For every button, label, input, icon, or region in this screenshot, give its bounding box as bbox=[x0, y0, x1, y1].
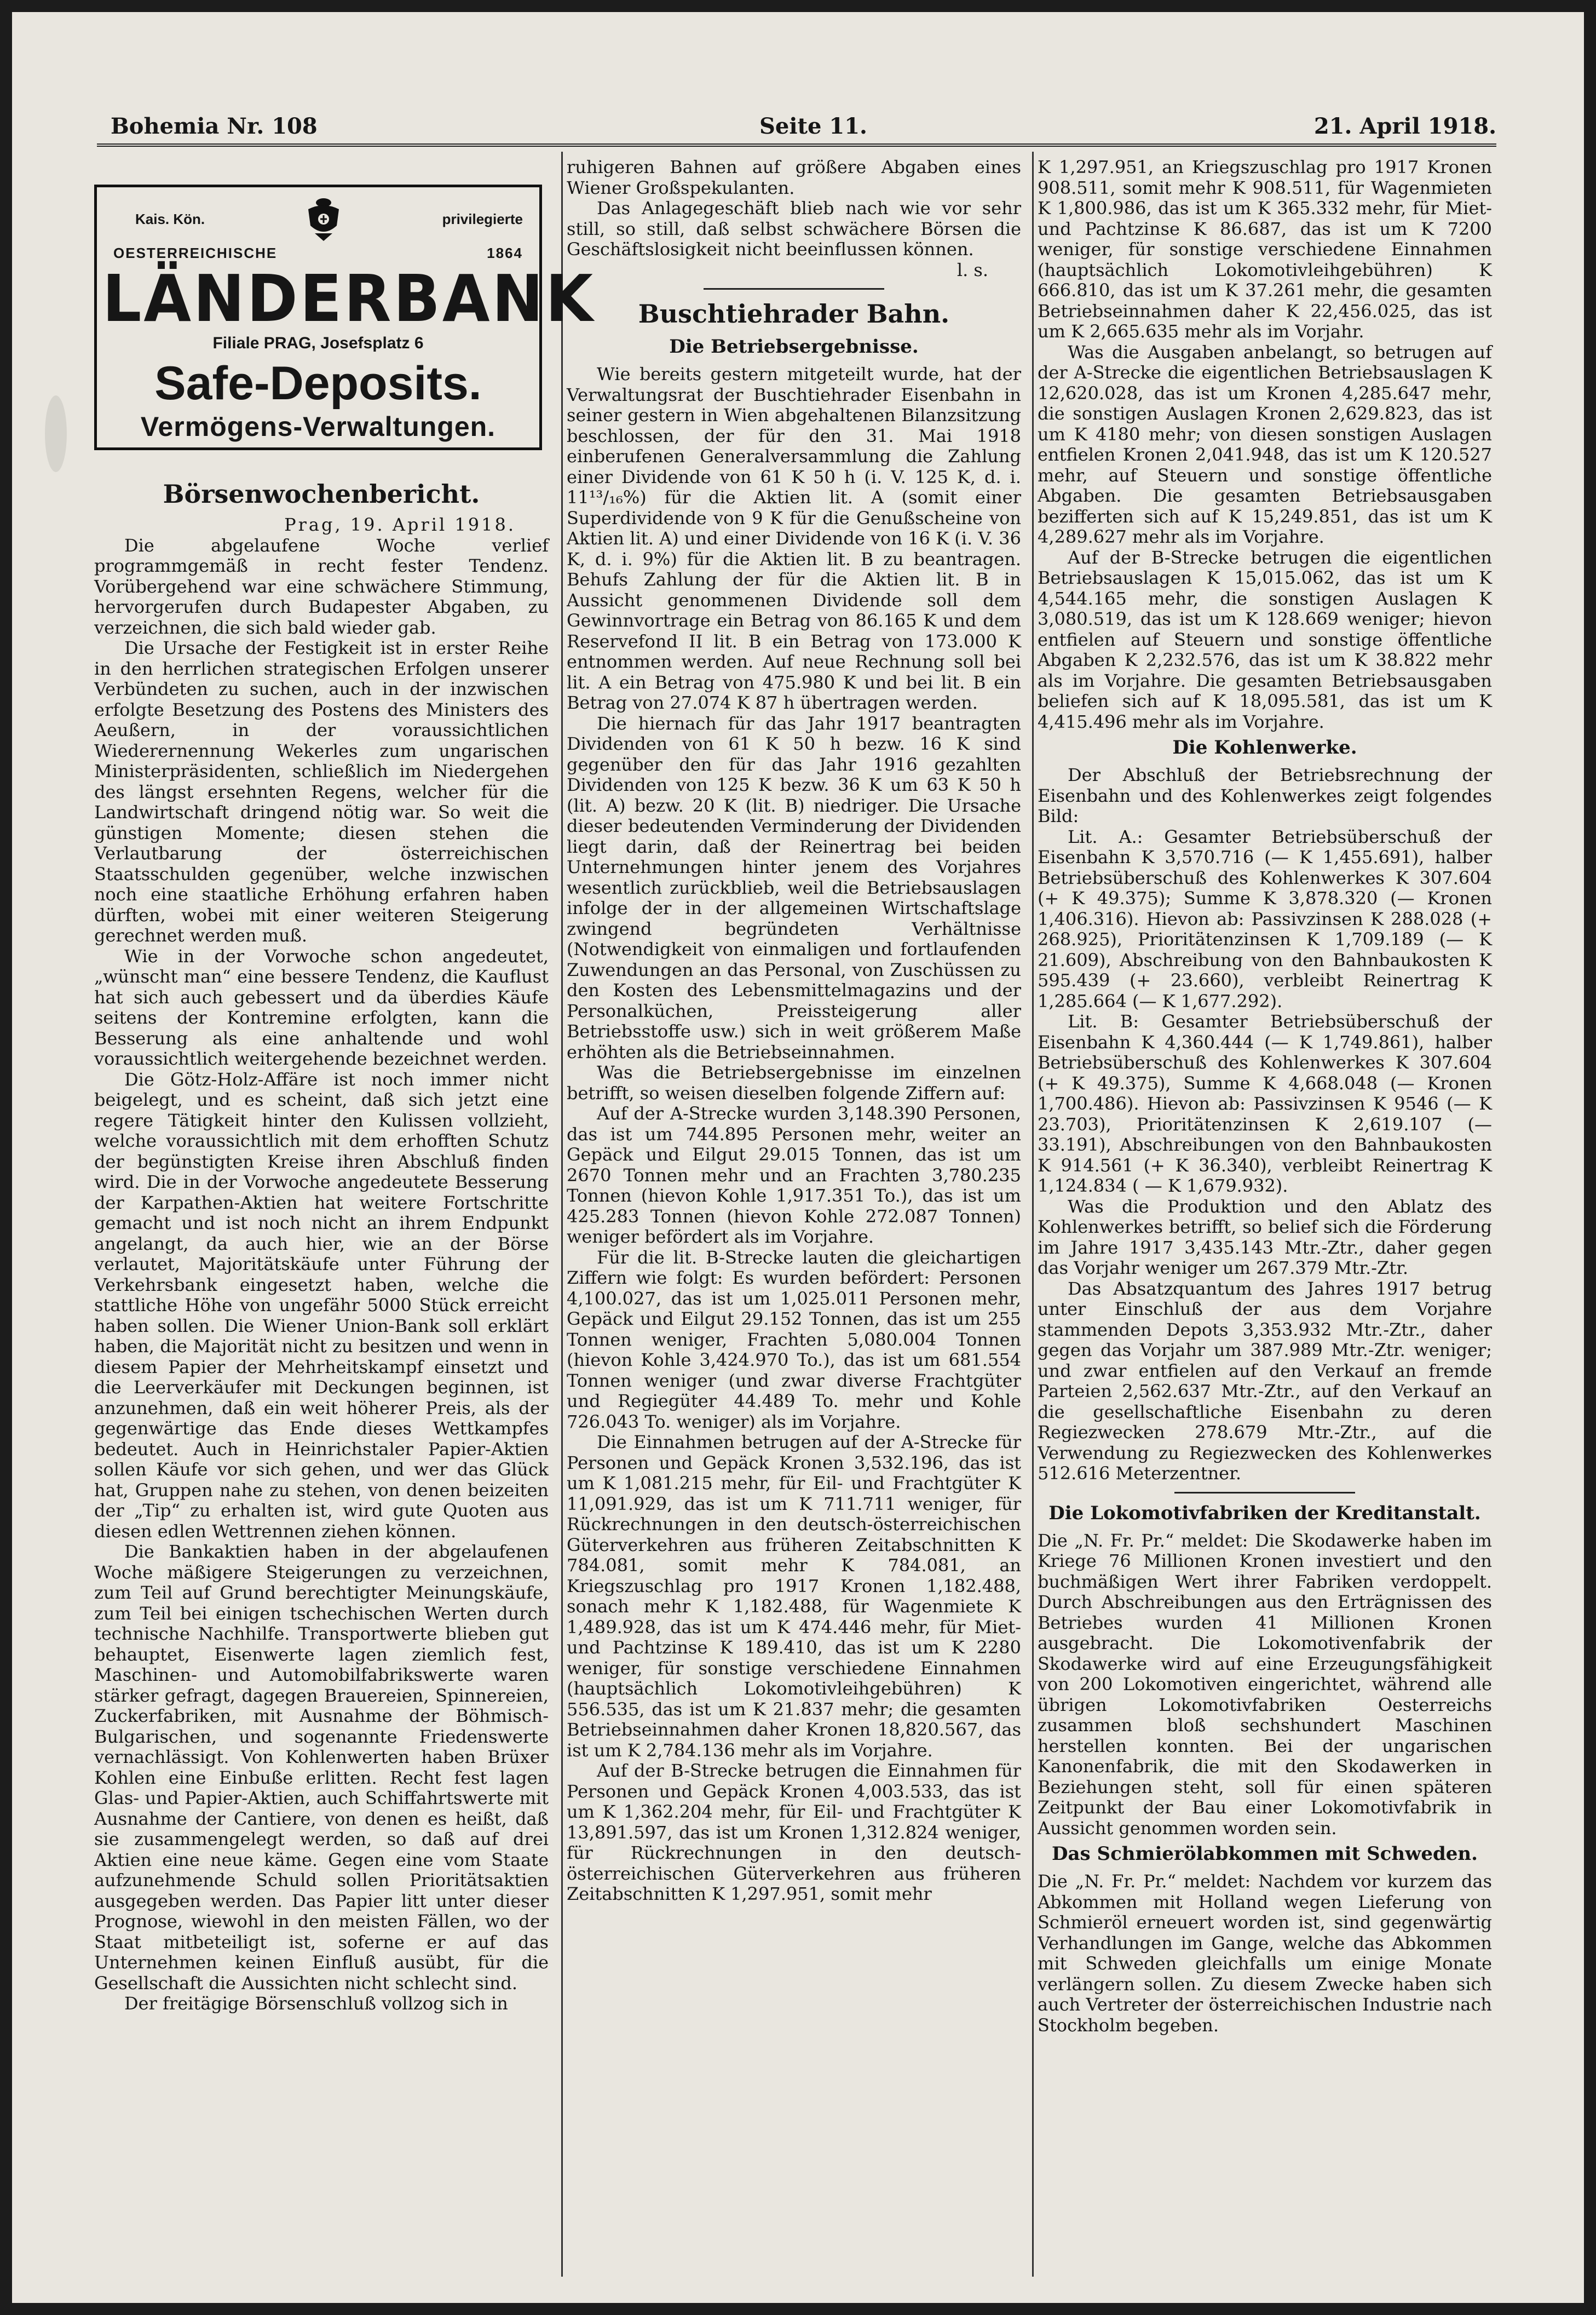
ad-line1-right: privilegierte bbox=[442, 211, 523, 228]
ad-second-line bbox=[113, 243, 523, 264]
paragraph: Wie in der Vorwoche schon angedeutet, „wünscht man“ eine bessere Tendenz, die Kauflust hat sich auch gebessert und da überdies Käufe seitens der Kontremine erfolgten, kann die Besserung als eine anhaltende und wohl voraussichtlich weitergehende bezeichnet werden. bbox=[94, 945, 549, 1069]
paragraph: Die Götz-Holz-Affäre ist noch immer nicht beigelegt, und es scheint, daß sich jetzt eine regere Tätigkeit hinter den Kulissen vollzieht, welche voraussichtlich mit dem erhofften Schutz der begünstigten Kreise ihren Abschluß finden wird. Die in der Vorwoche angedeutete Besserung der Karpathen-Aktien hat weitere Fortschritte gemacht und ist noch nicht an ihrem Endpunkt angelangt, da auch hier, wie an der Börse verlautet, Majoritätskäufe unter Führung der Verkehrsbank eingesetzt haben, welche die stattliche Höhe von ungefähr 5000 Stück erreicht haben sollen. Die Wiener Union-Bank soll erklärt haben, die Majorität nicht zu besitzen und wenn in diesem Papier der Mehrheitskampf einsetzt und die Leerverkäufer mit Deckungen beginnen, ist anzunehmen, daß ein weit höherer Preis, als der gegenwärtige das Ende dieses Wettkampfes bedeutet. Auch in Heinrichstaler Papier-Aktien sollen Käufe vor sich gehen, und wer das Glück hat, Gruppen nahe zu stehen, von denen beizeiten der „Tip“ zu erhalten ist, wird gute Quoten aus diesen edlen Wettrennen ziehen können. bbox=[94, 1069, 549, 1542]
paragraph: Für die lit. B-Strecke lauten die gleichartigen Ziffern wie folgt: Es wurden befördert: Personen 4,100.027, das ist um 1,025.011 Personen mehr, Gepäck und Eilgut 29.152 Tonnen, das ist um 255 Tonnen weniger, Frachten 5,080.004 Tonnen (hievon Kohle 3,424.970 To.), das ist um 681.554 Tonnen weniger (und zwar diverse Frachtgüter und Regiegüter 44.489 To. mehr und Kohle 726.043 To. weniger) als im Vorjahre. bbox=[567, 1246, 1021, 1432]
column-rule-2 bbox=[1032, 152, 1034, 2277]
section-title-kohlenwerke: Die Kohlenwerke. bbox=[1172, 737, 1357, 759]
ad-founding-year: 1864 bbox=[487, 245, 523, 261]
paper-stain bbox=[45, 395, 67, 472]
paragraph: Der freitägige Börsenschluß vollzog sich in bbox=[124, 1993, 508, 2014]
paragraph: Der Abschluß der Betriebsrechnung der Eisenbahn und des Kohlenwerkes zeigt folgendes Bild: bbox=[1038, 765, 1492, 826]
paragraph: Die „N. Fr. Pr.“ meldet: Nachdem vor kurzem das Abkommen mit Holland wegen Lieferung von Schmieröl erneuert worden ist, sind gegenwärtig Verhandlungen im Gange, welche das Abkommen mit Schweden gleichfalls um einige Monate verlängern sollen. Zu diesem Zwecke haben sich auch Vertreter der österreichischen Industrie nach Stockholm begeben. bbox=[1038, 1871, 1492, 2036]
column-1 bbox=[94, 157, 596, 2014]
section-divider bbox=[1174, 1492, 1355, 1493]
article-title-buschtiehrader-bahn: Buschtiehrader Bahn. bbox=[638, 299, 950, 329]
header-rule bbox=[97, 143, 1496, 147]
paragraph: K 1,297.951, an Kriegszuschlag pro 1917 Kronen 908.511, somit mehr K 908.511, für Wagenmieten K 1,800.986, das ist um K 365.332 mehr, für Miet- und Pachtzinse K 86.687, das ist um K 7200 weniger, für sonstige verschiedene Einnahmen (hauptsächlich Lokomotivleihgebühren) K 666.810, das ist um K 37.261 mehr, die gesamten Betriebseinnahmen daher K 22,456.025, das ist um K 2,665.635 mehr als im Vorjahr. bbox=[1038, 157, 1492, 342]
paragraph: ruhigeren Bahnen auf größere Abgaben eines Wiener Großspekulanten. bbox=[567, 157, 1021, 198]
paragraph: Das Anlagegeschäft blieb nach wie vor sehr still, so still, daß selbst schwächere Börsen die Geschäftslosigkeit nicht beeinflussen können. bbox=[567, 198, 1021, 260]
section-title-lokomotivfabriken: Die Lokomotivfabriken der Kreditanstalt. bbox=[1048, 1502, 1481, 1524]
paragraph: Auf der B-Strecke betrugen die eigentlichen Betriebsauslagen K 15,015.062, das ist um K 4,544.165 mehr, die sonstigen Auslagen K 3,080.519, das ist um K 128.669 weniger; hievon entfielen auf Steuern und sonstige öffentliche Abgaben K 2,232.576, das ist um K 38.822 mehr als im Vorjahre. Die gesamten Betriebsausgaben beliefen sich auf K 18,095.581, das ist um K 4,415.496 mehr als im Vorjahre. bbox=[1038, 547, 1492, 732]
ad-bank-name: LÄNDERBANK bbox=[102, 261, 596, 336]
paragraph: Wie bereits gestern mitgeteilt wurde, hat der Verwaltungsrat der Buschtiehrader Eisenbahn in seiner gestern in Wien abgehaltenen Bilanzsitzung beschlossen, der für den 31. Mai 1918 einberufenen Generalversammlung die Zahlung einer Dividende von 61 K 50 h (i. V. 125 K, d. i. 11¹³/₁₆%) für die Aktien lit. A (somit einer Superdividende von 9 K für die Genußscheine von Aktien lit. A) und einer Dividende von 16 K (i. V. 36 K, d. i. 9%) für die Aktien lit. B zu beantragen. Behufs Zahlung der für die Aktien lit. B in Aussicht genommenen Dividende soll dem Gewinnvortrage ein Betrag von 86.165 K und dem Reservefond II lit. B ein Betrag von 173.000 K entnommen werden. Auf neue Rechnung soll bei lit. A ein Betrag von 475.980 K und bei lit. B ein Betrag von 27.074 K 87 h übertragen werden. bbox=[567, 364, 1021, 713]
section-title-schmieroelabkommen: Das Schmierölabkommen mit Schweden. bbox=[1052, 1843, 1478, 1865]
header-page-number: Seite 11. bbox=[759, 113, 867, 139]
landerbank-advertisement bbox=[94, 185, 596, 450]
paragraph: Die „N. Fr. Pr.“ meldet: Die Skodawerke haben im Kriege 76 Millionen Kronen investiert und den buchmäßigen Wert ihrer Fabriken verdoppelt. Durch Abschreibungen aus den Erträgnissen des Betriebes wurden 41 Millionen Kronen ausgebracht. Die Lokomotivenfabrik der Skodawerke wird auf eine Erzeugungsfähigkeit von 200 Lokomotiven eingerichtet, während alle übrigen Lokomotivfabriken Oesterreichs zusammen bloß sechshundert Maschinen herstellen konnten. Bei der ungarischen Kanonenfabrik, die mit den Skodawerken in Beziehungen steht, soll für einen späteren Zeitpunkt der Bau einer Lokomotivfabrik in Aussicht genommen worden sein. bbox=[1038, 1530, 1492, 1839]
header-date: 21. April 1918. bbox=[1313, 113, 1496, 139]
double-eagle-crest-icon bbox=[304, 197, 343, 242]
section-divider bbox=[704, 288, 884, 290]
ad-top-line bbox=[135, 197, 523, 242]
article-subtitle-betriebsergebnisse: Die Betriebsergebnisse. bbox=[669, 336, 919, 358]
paragraph: Das Absatzquantum des Jahres 1917 betrug unter Einschluß der aus dem Vorjahre stammenden Depots 3,353.932 Mtr.-Ztr., daher gegen das Vorjahr um 387.989 Mtr.-Ztr. weniger; und zwar entfielen auf den Verkauf an fremde Parteien 2,562.637 Mtr.-Ztr., auf den Verkauf an die gesellschaftliche Eisenbahn zu deren Regiezwecken 278.679 Mtr.-Ztr., auf die Verwendung zu Regiezwecken des Kohlenwerkes 512.616 Meterzentner. bbox=[1038, 1278, 1492, 1484]
ad-line2-left: OESTERREICHISCHE bbox=[113, 245, 278, 261]
column-rule-1 bbox=[561, 152, 563, 2277]
paragraph: Die abgelaufene Woche verlief programmgemäß in recht fester Tendenz. Vorübergehend war eine schwächere Stimmung, hervorgerufen durch Budapester Abgaben, zu verzeichnen, die sich bald wieder gab. bbox=[94, 535, 549, 638]
paragraph: Auf der A-Strecke wurden 3,148.390 Personen, das ist um 744.895 Personen mehr, weiter an Gepäck und Eilgut 29.015 Tonnen, das ist um 2670 Tonnen mehr und an Frachten 3,780.235 Tonnen (hievon Kohle 1,917.351 To.), das ist um 425.283 Tonnen (hievon Kohle 272.087 Tonnen) weniger befördert als im Vorjahre. bbox=[567, 1103, 1021, 1247]
paragraph: Auf der B-Strecke betrugen die Einnahmen für Personen und Gepäck Kronen 4,003.533, das ist um K 1,362.204 mehr, für Eil- und Frachtgüter K 13,891.597, das ist um Kronen 1,312.824 weniger, für Rückrechnungen in den deutsch-österreichischen Güterverkehren aus früheren Zeitabschnitten K 1,297.951, somit mehr bbox=[567, 1760, 1021, 1904]
ad-line1-left: Kais. Kön. bbox=[135, 211, 205, 228]
article-signature: l. s. bbox=[957, 259, 988, 280]
paragraph: Lit. A.: Gesamter Betriebsüberschuß der Eisenbahn K 3,570.716 (— K 1,455.691), halber Betriebsüberschuß des Kohlenwerkes K 307.604 (+ K 49.375); Summe K 3,878.320 (— Kronen 1,406.316). Hievon ab: Passivzinsen K 288.028 (+ 268.925), Prioritätenzinsen K 1,709.189 (— K 21.609), Abschreibung von den Bahnbaukosten K 595.439 (+ 23.660), verbleibt Reinertrag K 1,285.664 (— K 1,677.292). bbox=[1038, 826, 1492, 1012]
paragraph: Die Ursache der Festigkeit ist in erster Reihe in den herrlichen strategischen Erfolgen unserer Verbündeten zu suchen, auch in der inzwischen erfolgte Besetzung des Postens des Ministers des Aeußern, in der voraussichtlichen Wiederernennung Wekerles zum ungarischen Ministerpräsidenten, schließlich im Niedergehen des längst ersehnten Regens, welcher für die Landwirtschaft dringend nötig war. So weit die günstigen Momente; diesen stehen die Verlautbarung der österreichischen Staatsschulden gegenüber, welche inzwischen noch eine staatliche Erhöhung erfahren haben dürften, wobei mit einer weiteren Steigerung gerechnet werden muß. bbox=[94, 637, 549, 946]
newspaper-page bbox=[12, 12, 1584, 2303]
column-3 bbox=[1038, 157, 1492, 2036]
ad-vermoegensverwaltungen: Vermögens-Verwaltungen. bbox=[140, 411, 496, 442]
paragraph: Was die Produktion und den Ablatz des Kohlenwerkes betrifft, so belief sich die Förderung im Jahre 1917 3,435.143 Mtr.-Ztr., daher gegen das Vorjahr weniger um 267.379 Mtr.-Ztr. bbox=[1038, 1196, 1492, 1278]
page-header bbox=[97, 108, 1496, 146]
ad-branch-address: Filiale PRAG, Josefsplatz 6 bbox=[212, 334, 424, 352]
paragraph: Die Einnahmen betrugen auf der A-Strecke für Personen und Gepäck Kronen 3,532.196, das ist um K 1,081.215 mehr, für Eil- und Frachtgüter K 11,091.929, das ist um K 711.711 weniger, für Rückrechnungen in den deutsch-österreichischen Güterverkehren aus früheren Zeitabschnitten K 784.081, somit mehr K 784.081, an Kriegszuschlag pro 1917 Kronen 1,182.488, sonach mehr K 1,182.488, für Wagenmiete K 1,489.928, das ist um K 474.446 mehr, für Miet- und Pachtzinse K 189.410, das ist um K 2280 weniger, für sonstige verschiedene Einnahmen (hauptsächlich Lokomotivleihgebühren) K 556.535, das ist um K 21.837 mehr; die gesamten Betriebseinnahmen daher Kronen 18,820.567, das ist um K 2,784.136 mehr als im Vorjahre. bbox=[567, 1432, 1021, 1761]
paragraph: Die hiernach für das Jahr 1917 beantragten Dividenden von 61 K 50 h bezw. 16 K sind gegenüber den für das Jahr 1916 gezahlten Dividenden von 125 K bezw. 36 K um 63 K 50 h (lit. A) bezw. 20 K (lit. B) niedriger. Die Ursache dieser bedeutenden Verminderung der Dividenden liegt darin, daß der Reinertrag bei beiden Unternehmungen hinter jenem des Vorjahres wesentlich zurückblieb, weil die Betriebsauslagen infolge der in der allgemeinen Wirtschaftslage zwingend begründeten Verhältnisse (Notwendigkeit von einmaligen und fortlaufenden Zuwendungen an das Personal, von Zuschüssen zu den Kosten des Lebensmittelmagazins und der Personalküchen, Preissteigerung aller Betriebsstoffe usw.) sich in weit größerem Maße erhöhten als die Betriebseinnahmen. bbox=[567, 713, 1021, 1062]
paragraph: Lit. B: Gesamter Betriebsüberschuß der Eisenbahn K 4,360.444 (— K 1,749.861), halber Betriebsüberschuß des Kohlenwerkes K 307.604 (+ K 49.375), Summe K 4,668.048 (— Kronen 1,700.486). Hievon ab: Passivzinsen K 9546 (— K 23.703), Prioritätenzinsen K 2,619.107 (— 33.191), Abschreibungen von den Bahnbaukosten K 914.561 (+ K 36.340), verbleibt Reinertrag K 1,124.834 ( — K 1,679.932). bbox=[1038, 1011, 1492, 1196]
ad-safe-deposits: Safe-Deposits. bbox=[154, 357, 482, 410]
paragraph: Was die Ausgaben anbelangt, so betrugen auf der A-Strecke die eigentlichen Betriebsauslagen K 12,620.028, das ist um Kronen 4,285.647 mehr, die sonstigen Auslagen Kronen 2,629.823, das ist um K 4180 mehr; von diesen sonstigen Auslagen entfielen Kronen 2,041.948, das ist um K 120.527 mehr, auf Steuern und sonstige öffentliche Abgaben. Die gesamten Betriebsausgaben bezifferten sich auf K 15,249.851, das ist um K 4,289.627 mehr als im Vorjahre. bbox=[1038, 341, 1492, 547]
paragraph: Die Bankaktien haben in der abgelaufenen Woche mäßigere Steigerungen zu verzeichnen, zum Teil auf Grund berechtigter Meinungskäufe, zum Teil bei einigen tschechischen Werten durch technische Nachhilfe. Transportwerte blieben gut behauptet, Eisenwerte lagen ziemlich fest, Maschinen- und Automobilfabrikswerte waren stärker gefragt, dagegen Brauereien, Spinnereien, Zuckerfabriken, mit Ausnahme der Böhmisch-Bulgarischen, und sogenannte Friedenswerte vernachlässigt. Von Kohlenwerten haben Brüxer Kohlen eine Einbuße erlitten. Recht fest lagen Glas- und Papier-Aktien, auch Schiffahrtswerte mit Ausnahme der Cantiere, von denen es heißt, daß sie zusammengelegt werden, so daß auf drei Aktien eine neue käme. Gegen eine vom Staate aufzunehmende Schuld sollen Prioritätsaktien ausgegeben werden. Das Papier litt unter dieser Prognose, wiewohl in den meisten Fällen, wo der Staat mitbeteiligt ist, soferne er auf das Unternehmen keinen Einfluß ausübt, für die Gesellschaft die Aussichten nicht schlecht sind. bbox=[94, 1541, 549, 1994]
article-title-boersenwochenbericht: Börsenwochenbericht. bbox=[163, 479, 480, 509]
paragraph: Was die Betriebsergebnisse im einzelnen betrifft, so weisen dieselben folgende Ziffern auf: bbox=[567, 1062, 1021, 1104]
article-dateline: Prag, 19. April 1918. bbox=[284, 514, 516, 535]
header-publication: Bohemia Nr. 108 bbox=[111, 113, 318, 139]
column-2 bbox=[567, 157, 1021, 1905]
